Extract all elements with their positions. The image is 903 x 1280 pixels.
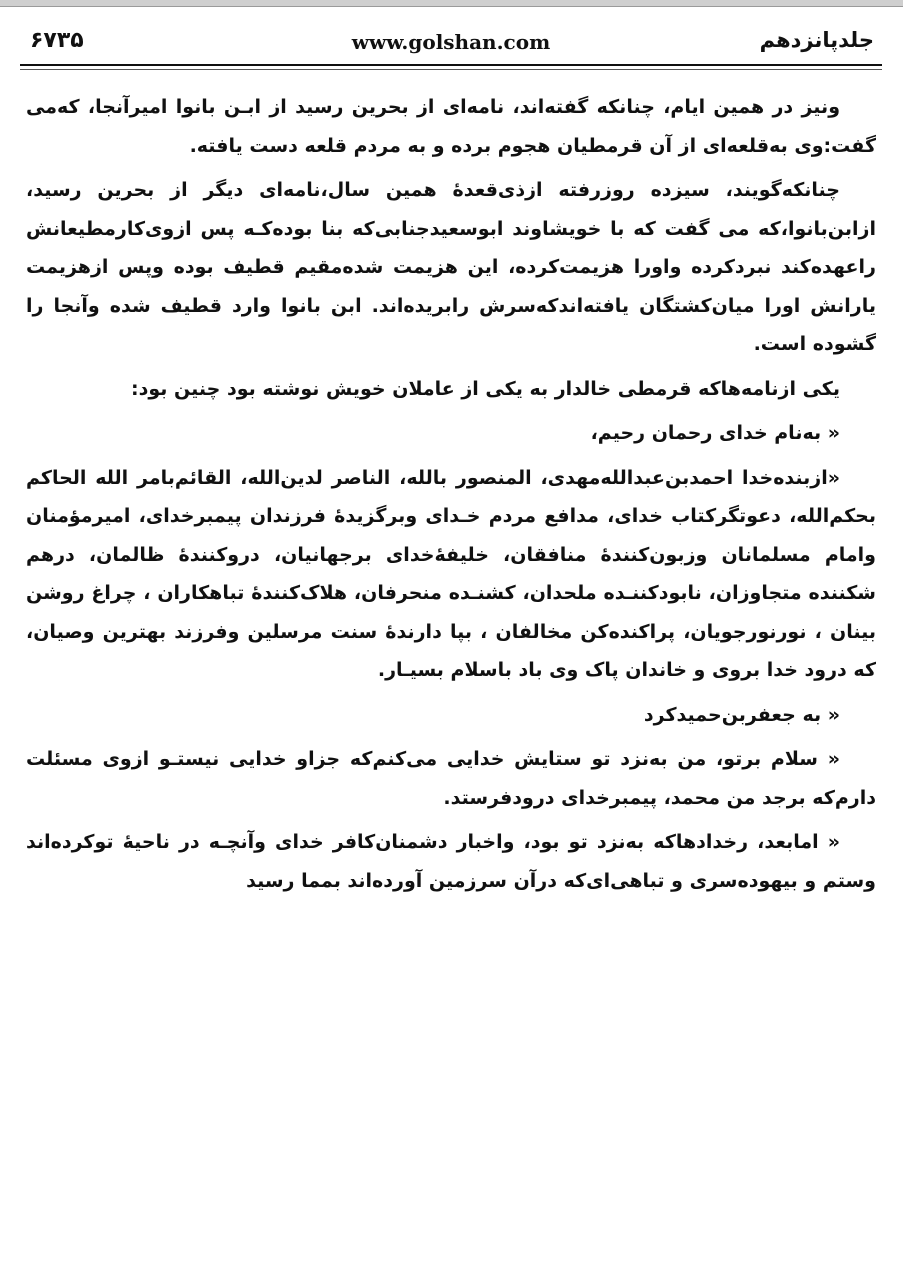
paragraph: «ازبنده‌خدا احمدبن‌عبدالله‌مهدی، المنصور بالله، الناصر لدین‌الله، القائم‌بامر الله الحاکم بحکم‌الله، دعوتگرکتاب خدای، مدافع مردم خـدای وبرگزیدهٔ فرزندان پیمبرخدای، امیرمؤمنان وامام مسلمانان وزبون‌کنندهٔ منافقان، خلیفهٔ‌خدای برجهانیان، دروکنندهٔ ظالمان، درهم شکننده متجاوزان، نابودکننـده ملحدان، کشنـده منحرفان، هلاک‌کنندهٔ تباهکاران ، چراغ روشن بینان ، نورنورجویان، پراکنده‌کن مخالفان ، بپا دارندهٔ سنت مرسلین وفرزند بهترین وصیان، که درود خدا بروی و خاندان پاک وی باد باسلام بسیـار. [26, 466, 876, 681]
header-rule [20, 64, 882, 66]
paragraph: « به جعفربن‌حمیدکرد [643, 703, 840, 726]
body-text [26, 88, 876, 1278]
page-header [20, 24, 882, 64]
paragraph: « به‌نام خدای رحمان رحیم، [590, 422, 840, 444]
top-edge [0, 0, 903, 7]
paragraph: « سلام برتو، من به‌نزد تو ستایش خدایی می‌کنم‌که جزاو خدایی نیستـو ازوی مسئلت دارم‌که برجد من محمد، پیمبرخدای درودفرستد. [26, 748, 876, 809]
website-url: www.golshan.com [351, 30, 551, 54]
header-rule-thin [20, 69, 882, 70]
paragraph: ونیز در همین ایام، چنانکه گفته‌اند، نامه‌ای از بحرین رسید از ابـن بانوا امیرآنجا، که‌می گفت:وی به‌قلعه‌ای از آن قرمطیان هجوم برده و به مردم قلعه دست یافته. [26, 96, 876, 157]
paragraph: یکی ازنامه‌هاکه قرمطی خالدار به یکی از عاملان خویش نوشته بود چنین بود: [131, 377, 840, 400]
paragraph: « امابعد، رخدادهاکه به‌نزد تو بود، واخبار دشمنان‌کافر خدای وآنچـه در ناحیهٔ توکرده‌اند وستم و بیهوده‌سری و تباهی‌ای‌که درآن سرزمین آورده‌اند بمما رسید [26, 831, 876, 892]
volume-title: جلدپانزدهم [759, 28, 874, 52]
page-number: ۶۷۳۵ [30, 28, 84, 53]
paragraph: چنانکه‌گویند، سیزده روزرفته ازذی‌قعدهٔ همین سال،نامه‌ای دیگر از بحرین رسید، ازابن‌بانوا،که می گفت که با خویشاوند ابوسعیدجنابی‌که بنا بوده‌کـه پس ازوی‌کارمطیعانش راعهده‌کند نبردکرده واورا هزیمت‌کرده، این هزیمت شده‌مقیم قطیف بوده وپس ازهزیمت یارانش اورا میان‌کشتگان یافته‌اند‌که‌سرش رابریده‌اند. ابن بانوا وارد قطیف شده وآنجا را گشوده است. [26, 179, 876, 355]
